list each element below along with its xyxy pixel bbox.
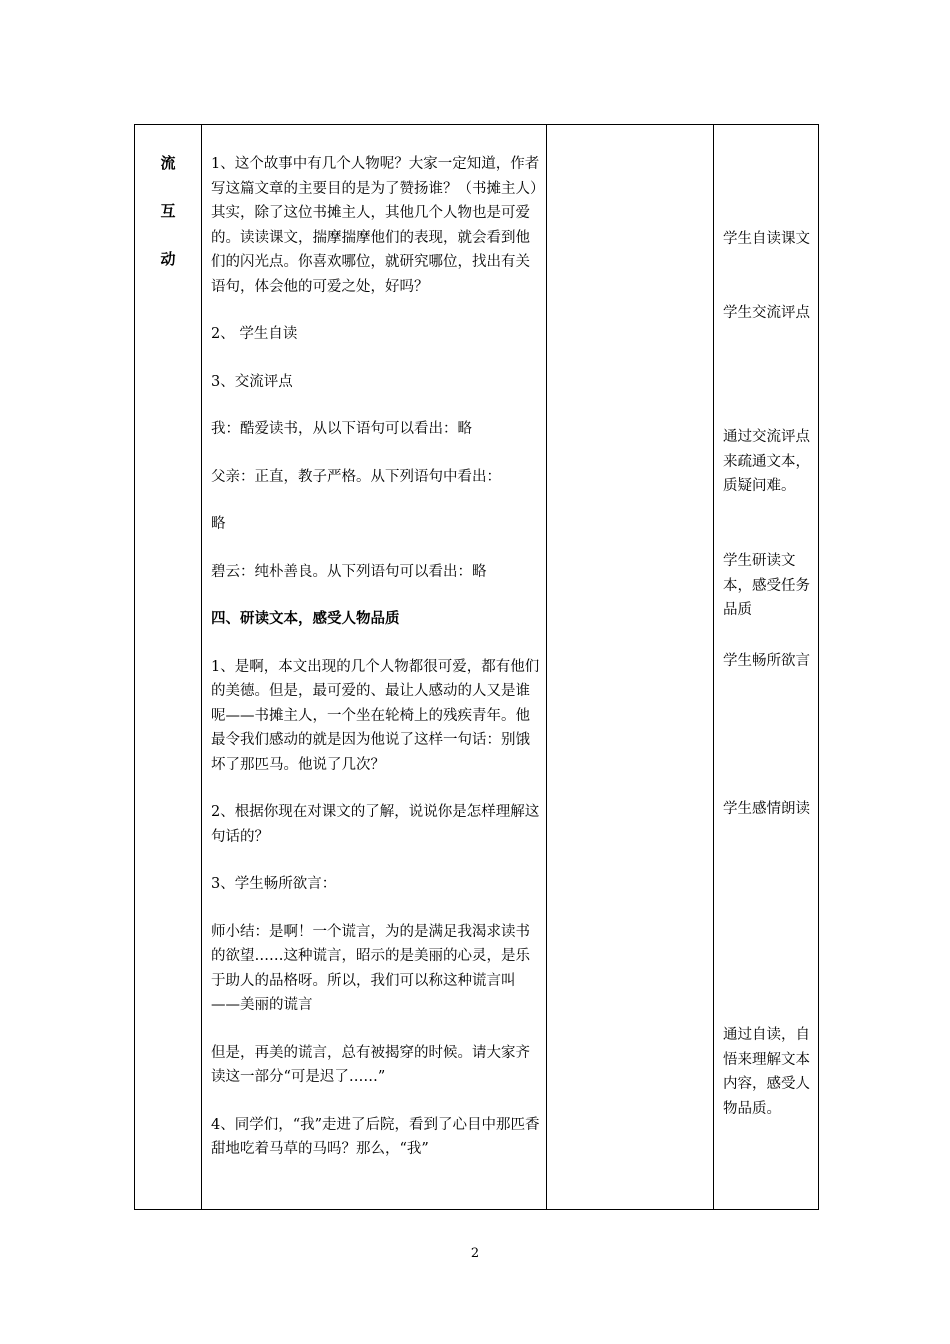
content-paragraph: 略: [211, 516, 226, 532]
design-note: 学生感情朗读: [723, 801, 810, 817]
content-paragraph: 碧云：纯朴善良。从下列语句可以看出：略: [211, 563, 487, 580]
stage-label-char: 流: [160, 154, 176, 172]
design-note: 学生研读文本，感受任务品质: [723, 553, 810, 618]
teaching-content-cell: [211, 152, 541, 1185]
content-paragraph: 1、是啊，本文出现的几个人物都很可爱，都有他们的美德。但是，最可爱的、最让人感动的人又是谁呢——书摊主人，一个坐在轮椅上的残疾青年。他最令我们感动的就是因为他说了这样一句话：别饿坏了那匹马。他说了几次？: [211, 658, 540, 773]
design-note: 学生交流评点: [723, 305, 810, 321]
design-note: 通过自读，自悟来理解文本内容，感受人物品质。: [723, 1027, 810, 1117]
stage-label-char: 动: [160, 250, 176, 268]
content-paragraph: 3、交流评点: [211, 373, 293, 390]
column-divider: [546, 125, 547, 1209]
content-paragraph: 四、研读文本，感受人物品质: [211, 610, 400, 627]
stage-label-cell: [135, 125, 201, 295]
content-paragraph: 但是，再美的谎言，总有被揭穿的时候。请大家齐读这一部分“可是迟了……”: [211, 1044, 530, 1085]
content-paragraph: 4、同学们，“我”走进了后院，看到了心目中那匹香甜地吃着马草的马吗？那么，“我”: [211, 1116, 540, 1157]
content-paragraph: 我：酷爱读书，从以下语句可以看出：略: [211, 421, 472, 437]
lesson-table: [134, 124, 819, 1210]
stage-label-char: 互: [160, 202, 176, 220]
page-number: 2: [470, 1246, 480, 1261]
content-paragraph: 1、这个故事中有几个人物呢？大家一定知道，作者写这篇文章的主要目的是为了赞扬谁？（书摊主人）其实，除了这位书摊主人，其他几个人物也是可爱的。读读课文，揣摩揣摩他们的表现，就会看到他们的闪光点。你喜欢哪位，就研究哪位，找出有关语句，体会他的可爱之处，好吗？: [211, 156, 540, 295]
content-paragraph: 3、学生畅所欲言：: [211, 876, 337, 892]
column-divider: [713, 125, 714, 1209]
content-paragraph: 2、 学生自读: [211, 326, 298, 342]
design-note: 学生自读课文: [723, 231, 810, 247]
content-paragraph: 2、根据你现在对课文的了解，说说你是怎样理解这句话的？: [211, 804, 540, 845]
content-paragraph: 父亲：正直，教子严格。从下列语句中看出：: [211, 468, 501, 485]
design-note: 学生畅所欲言: [723, 653, 810, 669]
column-divider: [201, 125, 202, 1209]
content-paragraph: 师小结：是啊！一个谎言，为的是满足我渴求读书的欲望……这种谎言，昭示的是美丽的心灵，是乐于助人的品格呀。所以，我们可以称这种谎言叫——美丽的谎言: [211, 923, 530, 1013]
design-note: 通过交流评点来疏通文本，质疑问难。: [723, 429, 810, 494]
